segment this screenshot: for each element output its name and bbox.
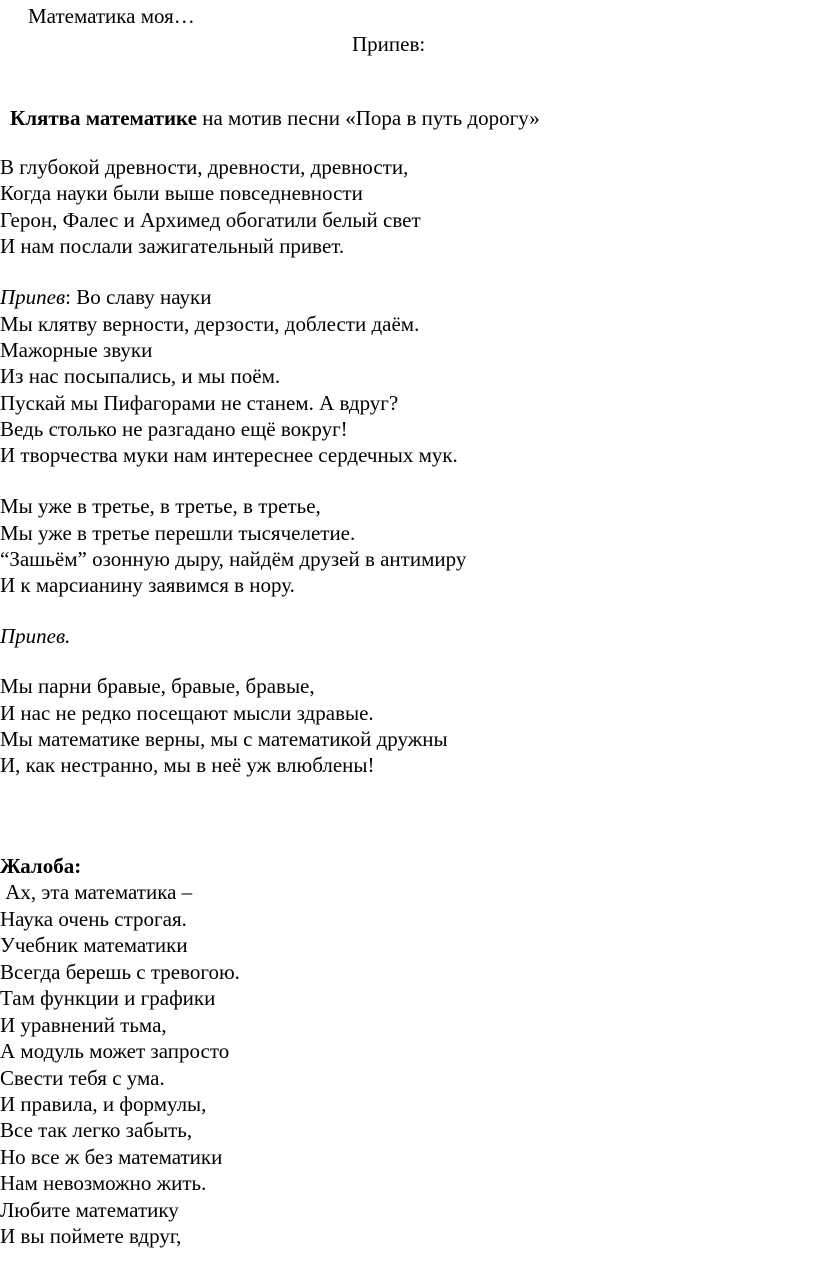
complaint-line: Но все ж без математики <box>0 1145 223 1169</box>
complaint-line: Свести тебя с ума. <box>0 1066 165 1090</box>
complaint-line: И правила, и формулы, <box>0 1092 207 1116</box>
verse2-line: Мы уже в третье, в третье, в третье, <box>0 494 321 518</box>
complaint-line: Ах, эта математика – <box>0 880 193 904</box>
chorus-line: И творчества муки нам интереснее сердечных мук. <box>0 443 458 467</box>
top-line-1: Математика моя… <box>28 4 195 28</box>
chorus-reference: Припев. <box>0 624 71 648</box>
song-title-rest: на мотив песни «Пора в путь дорогу» <box>196 106 540 130</box>
complaint-line: Там функции и графики <box>0 986 216 1010</box>
complaint-line: А модуль может запросто <box>0 1039 230 1063</box>
chorus-line: Из нас посыпались, и мы поём. <box>0 364 281 388</box>
complaint-title: Жалоба: <box>0 854 82 878</box>
verse3-line: Мы парни бравые, бравые, бравые, <box>0 674 315 698</box>
verse2-line: “Зашьём” озонную дыру, найдём друзей в антимиру <box>0 547 467 571</box>
verse3-line: Мы математике верны, мы с математикой дружны <box>0 727 448 751</box>
complaint-line: Любите математику <box>0 1198 179 1222</box>
verse3-line: И нас не редко посещают мысли здравые. <box>0 701 374 725</box>
chorus-label: Припев <box>0 285 66 309</box>
chorus-line: Пускай мы Пифагорами не станем. А вдруг? <box>0 391 399 415</box>
chorus-line: Мажорные звуки <box>0 338 153 362</box>
top-chorus-label: Припев: <box>352 32 426 56</box>
complaint-line: Наука очень строгая. <box>0 907 187 931</box>
verse2-line: Мы уже в третье перешли тысячелетие. <box>0 521 356 545</box>
complaint-line: Нам невозможно жить. <box>0 1171 207 1195</box>
chorus-line: Ведь столько не разгадано ещё вокруг! <box>0 417 348 441</box>
song-title <box>10 105 540 131</box>
verse1-line: И нам послали зажигательный привет. <box>0 234 345 258</box>
verse1-line: Когда науки были выше повседневности <box>0 181 363 205</box>
verse2-line: И к марсианину заявимся в нору. <box>0 573 295 597</box>
complaint-line: И вы поймете вдруг, <box>0 1224 182 1248</box>
chorus-first-line <box>0 284 211 310</box>
chorus-line: Мы клятву верности, дерзости, доблести даём. <box>0 312 420 336</box>
complaint-line: И уравнений тьма, <box>0 1013 167 1037</box>
complaint-line: Все так легко забыть, <box>0 1118 193 1142</box>
chorus-first-rest: : Во славу науки <box>65 285 212 309</box>
song-title-bold: Клятва математике <box>10 106 197 130</box>
verse3-line: И, как нестранно, мы в неё уж влюблены! <box>0 753 375 777</box>
complaint-line: Учебник математики <box>0 933 188 957</box>
verse1-line: Герон, Фалес и Архимед обогатили белый свет <box>0 208 421 232</box>
verse1-line: В глубокой древности, древности, древности, <box>0 155 409 179</box>
complaint-line: Всегда берешь с тревогою. <box>0 960 240 984</box>
